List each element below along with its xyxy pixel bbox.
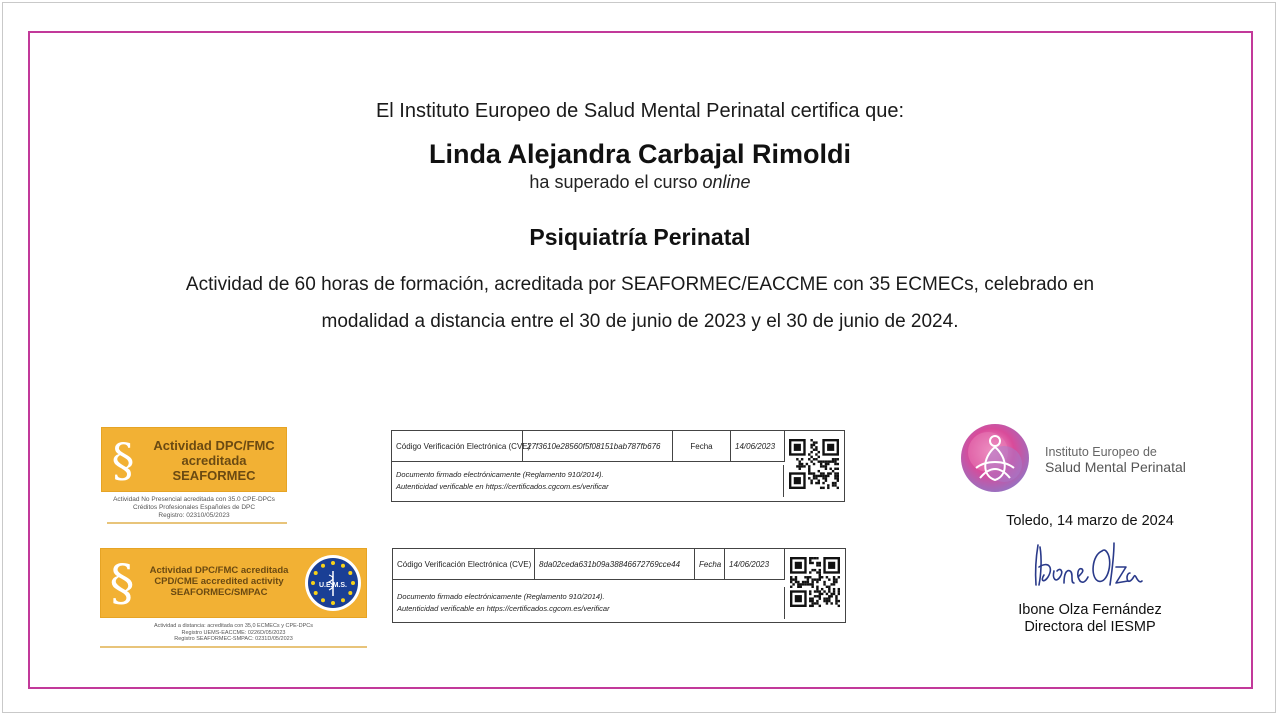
recipient-name: Linda Alejandra Carbajal Rimoldi <box>428 139 852 169</box>
qr-code-icon <box>790 556 840 608</box>
seaformec-badge <box>101 427 287 524</box>
badge-title-line: SEAFORMEC/SMPAC <box>170 587 268 598</box>
badge-title <box>139 565 299 598</box>
signer-name: Ibone Olza Fernández <box>1018 602 1162 618</box>
badge-fine-line: Registro UEMS-EACCME: 0226D/05/2023 <box>181 629 286 636</box>
passed-mode: online <box>702 172 751 192</box>
cve-code: 27f3610e28560f5f08151bab787fb676 <box>523 431 673 461</box>
place-and-date: Toledo, 14 marzo de 2024 <box>1006 513 1174 529</box>
cve-date-label: Fecha <box>673 431 731 461</box>
badge-title <box>142 438 286 483</box>
badge-fine-line: Actividad No Presencial acreditada con 35.0 CPE-DPCs <box>113 496 275 503</box>
badge-title-line: SEAFORMEC <box>172 468 256 483</box>
passed-statement <box>0 172 1280 193</box>
course-description-line1: Actividad de 60 horas de formación, acreditada por SEAFORMEC/EACCME con 35 ECMECs, celebrado en <box>185 274 1095 295</box>
badge-fine-print <box>100 623 367 643</box>
cve-verification-box <box>392 548 846 623</box>
badge-background <box>101 427 287 492</box>
certificate-intro: El Instituto Europeo de Salud Mental Perinatal certifica que: <box>375 100 905 122</box>
cve-verify-note: Autenticidad verificable en https://certificados.cgcom.es/verificar <box>397 604 610 613</box>
badge-title-line: acreditada <box>181 453 247 468</box>
cve-verify-note: Autenticidad verificable en https://certificados.cgcom.es/verificar <box>396 482 609 491</box>
smpac-badge <box>100 548 367 648</box>
badge-title-line: CPD/CME accredited activity <box>154 576 284 587</box>
section-sign-icon: § <box>109 554 135 612</box>
institute-name-line1: Instituto Europeo de <box>1045 445 1157 459</box>
cve-date: 14/06/2023 <box>725 549 785 579</box>
cve-verification-box <box>391 430 845 502</box>
badge-fine-line: Registro: 02310/05/2023 <box>158 512 230 519</box>
badge-fine-print <box>101 496 287 520</box>
badge-fine-line: Actividad a distancia: acreditada con 35,0 ECMECs y CPE-DPCs <box>154 623 313 629</box>
cve-signed-note: Documento firmado electrónicamente (Reglamento 910/2014). <box>397 592 605 601</box>
badge-underline <box>107 522 287 524</box>
passed-prefix: ha superado el curso <box>529 172 703 192</box>
institute-logo <box>958 422 1188 494</box>
uems-label: U.E.M.S. <box>318 582 348 589</box>
cve-date-label: Fecha <box>695 549 725 579</box>
badge-fine-line: Registro SEAFORMEC-SMPAC: 0231D/05/2023 <box>174 636 293 642</box>
course-title: Psiquiatría Perinatal <box>529 224 751 250</box>
uems-logo-icon <box>304 554 362 612</box>
cve-date: 14/06/2023 <box>731 431 785 461</box>
cve-header-row <box>393 549 785 580</box>
badge-title-line: Actividad DPC/FMC <box>153 438 275 453</box>
cve-signed-note: Documento firmado electrónicamente (Reglamento 910/2014). <box>396 470 604 479</box>
badge-title-line: Actividad DPC/FMC acreditada <box>149 565 289 576</box>
cve-label: Código Verificación Electrónica (CVE) <box>392 431 523 461</box>
signer-role: Directora del IESMP <box>1024 619 1156 635</box>
cve-code: 8da02ceda631b09a38846672769cce44 <box>535 549 695 579</box>
cve-label: Código Verificación Electrónica (CVE) <box>393 549 535 579</box>
qr-code-icon <box>789 438 839 490</box>
badge-fine-line: Créditos Profesionales Españoles de DPC <box>132 504 256 511</box>
course-description-line2: modalidad a distancia entre el 30 de junio de 2023 y el 30 de junio de 2024. <box>321 311 959 332</box>
section-sign-icon: § <box>111 433 135 487</box>
institute-name-line2: Salud Mental Perinatal <box>1045 459 1186 475</box>
badge-underline <box>100 646 367 648</box>
institute-emblem-icon <box>958 422 1032 494</box>
cve-notes <box>393 587 785 619</box>
badge-background <box>100 548 367 618</box>
cve-notes <box>392 465 784 497</box>
director-signature <box>1030 537 1145 592</box>
cve-header-row <box>392 431 785 462</box>
